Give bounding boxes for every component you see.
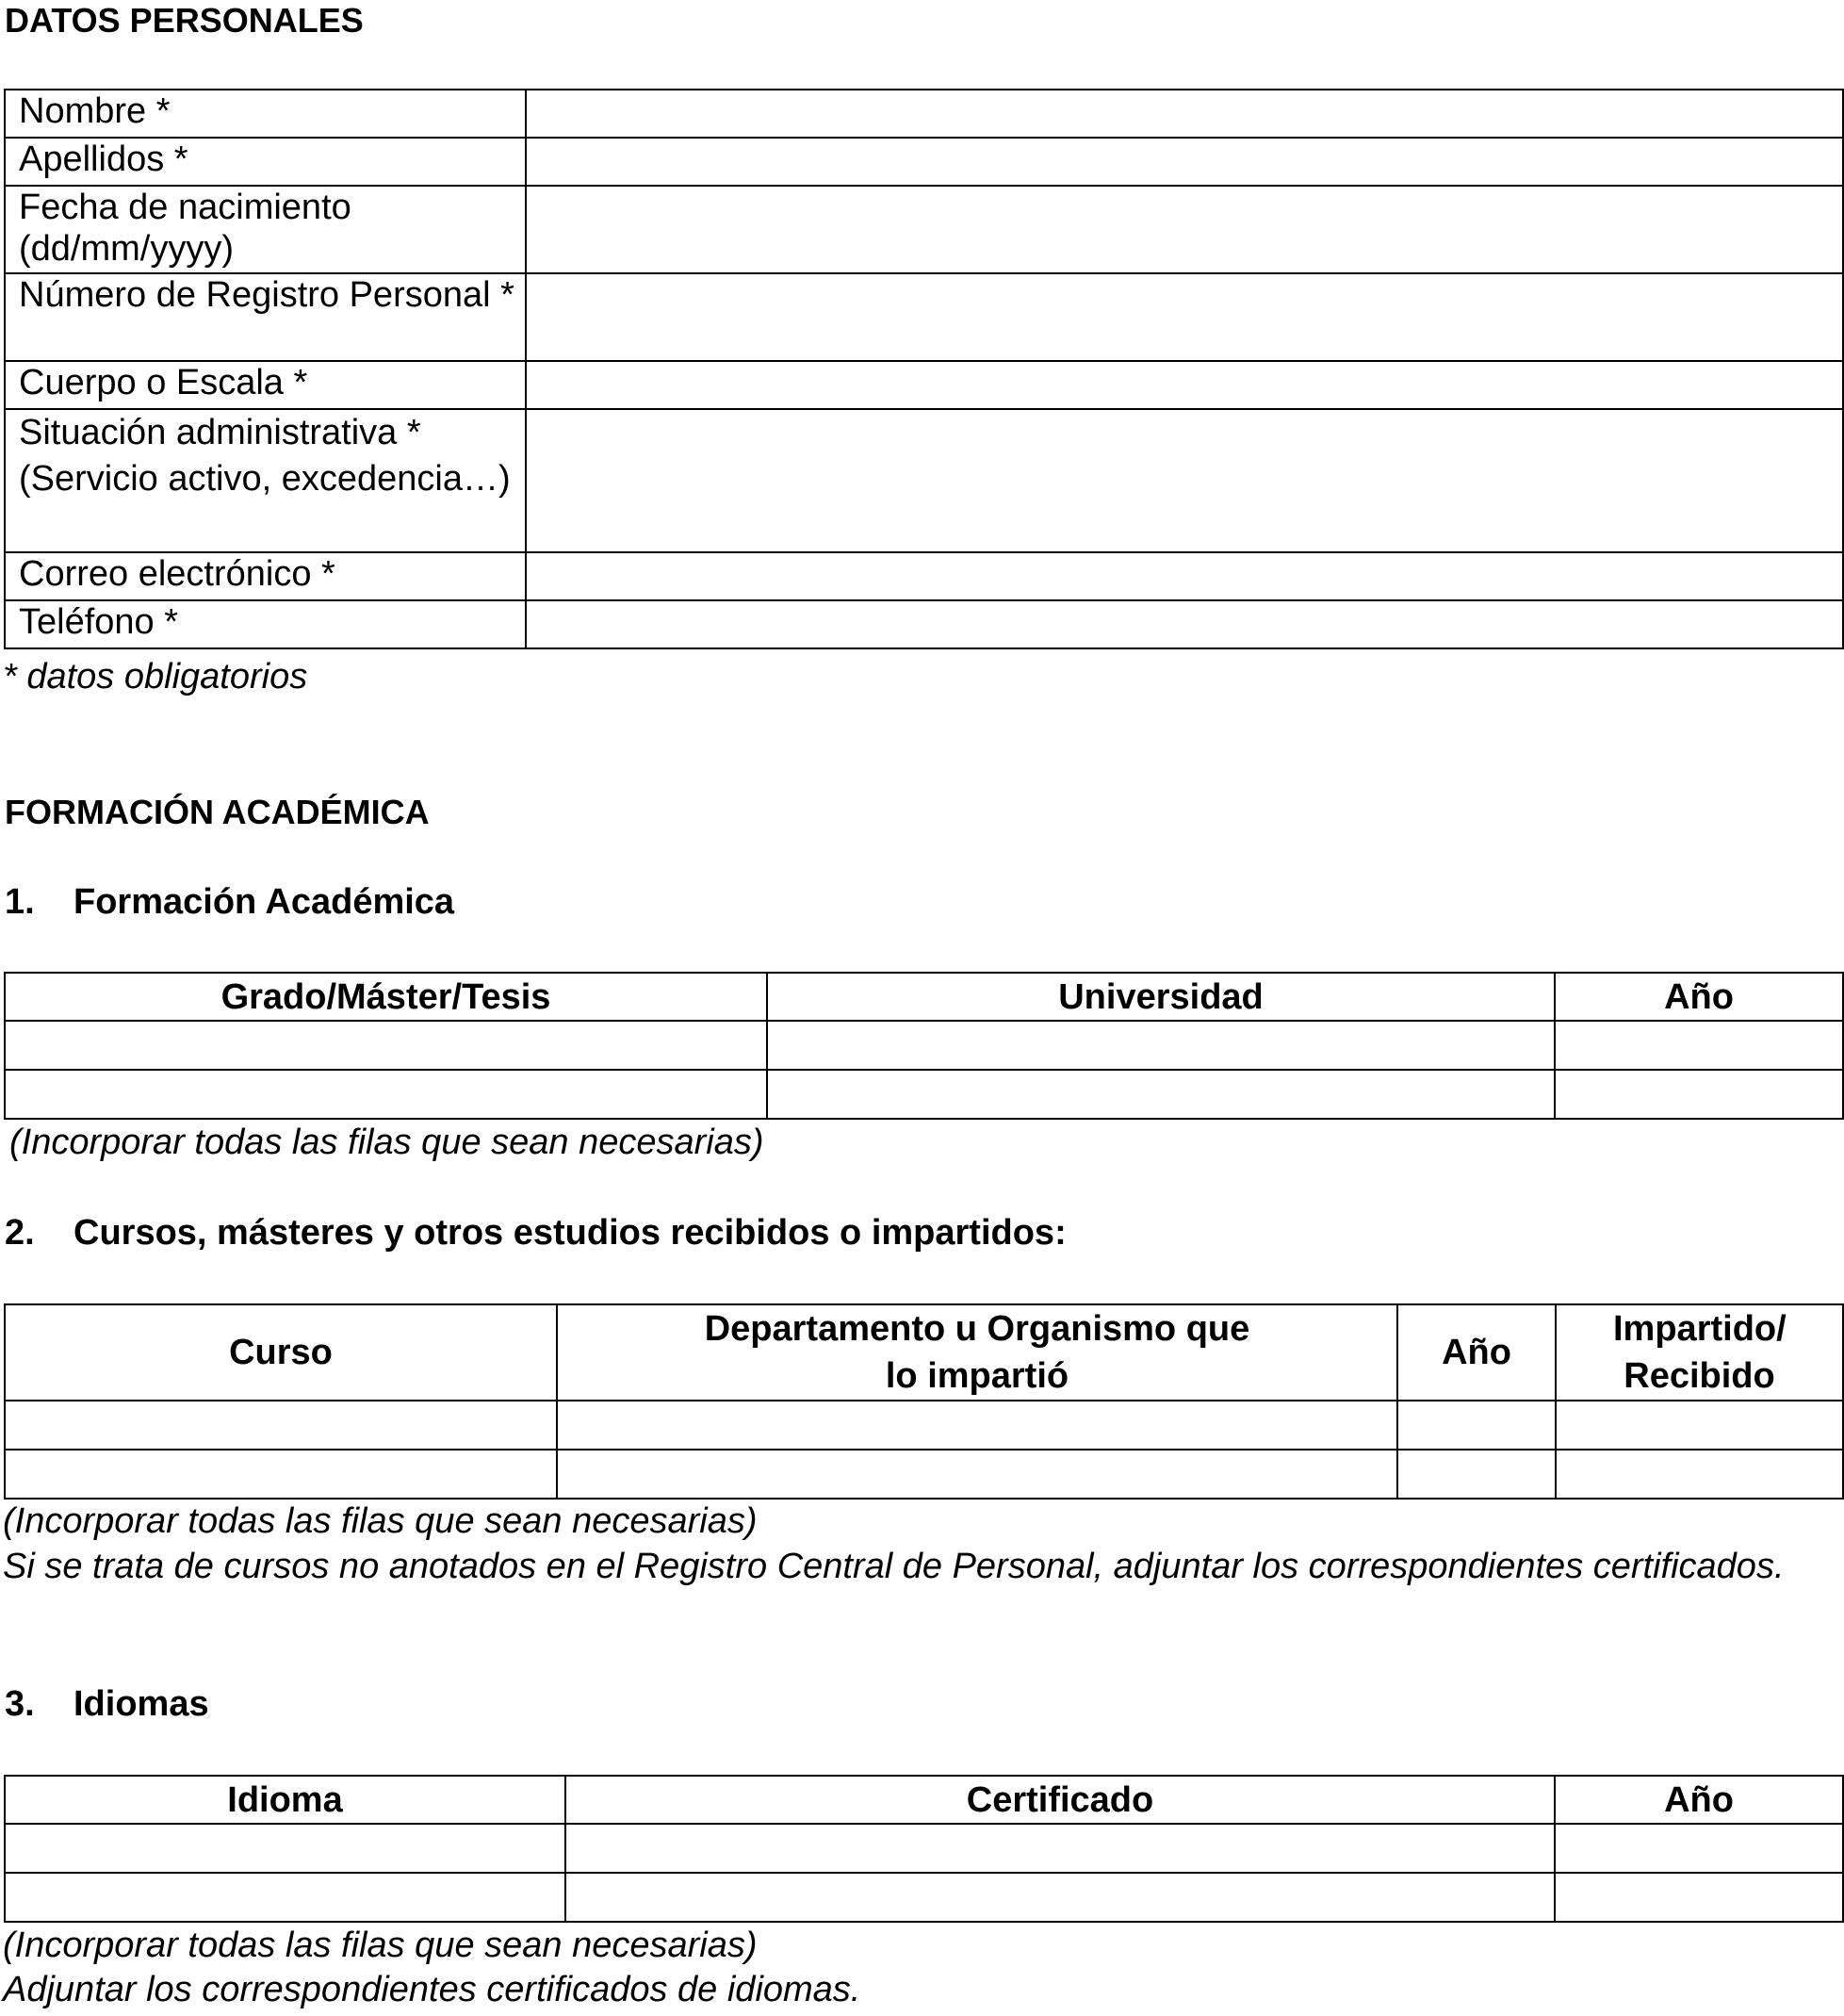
field-label-telefono: Teléfono *	[5, 600, 526, 648]
required-fields-note: * datos obligatorios	[3, 657, 308, 697]
table-row	[5, 1873, 1843, 1922]
field-label-nombre: Nombre *	[5, 90, 526, 138]
section-3-number: 3.	[5, 1684, 35, 1724]
table-cell[interactable]	[5, 1873, 565, 1922]
column-header-departamento: Departamento u Organismo que lo impartió	[557, 1304, 1397, 1401]
field-row-situacion	[5, 409, 1843, 552]
section-3-note-rows: (Incorporar todas las filas que sean necesarias)	[3, 1926, 758, 1965]
table-row	[5, 1070, 1843, 1119]
section-1-title: Formación Académica	[73, 882, 455, 922]
column-header-universidad: Universidad	[767, 973, 1555, 1021]
table-cell[interactable]	[5, 1824, 565, 1873]
section-3-heading	[5, 1684, 209, 1724]
cursos-table	[4, 1303, 1844, 1500]
section-3-note-certificados: Adjuntar los correspondientes certificados de idiomas.	[3, 1970, 861, 2009]
table-row	[5, 1021, 1843, 1070]
table-cell[interactable]	[1556, 1450, 1843, 1499]
section-3-title: Idiomas	[73, 1684, 209, 1724]
field-row-telefono	[5, 600, 1843, 648]
table-cell[interactable]	[565, 1873, 1555, 1922]
column-header-ano: Año	[1397, 1304, 1556, 1401]
personal-data-table	[4, 89, 1844, 649]
field-input-situacion[interactable]	[526, 409, 1843, 552]
section-2-note-certificados: Si se trata de cursos no anotados en el Registro Central de Personal, adjuntar los correspondientes certificados.	[3, 1547, 1785, 1586]
table-header-row	[5, 1304, 1843, 1401]
field-input-telefono[interactable]	[526, 600, 1843, 648]
column-header-curso: Curso	[5, 1304, 557, 1401]
field-row-nrp	[5, 273, 1843, 361]
field-input-apellidos[interactable]	[526, 138, 1843, 186]
field-label-apellidos: Apellidos *	[5, 138, 526, 186]
field-row-nombre	[5, 90, 1843, 138]
idiomas-table	[4, 1775, 1844, 1923]
table-row	[5, 1824, 1843, 1873]
field-input-correo[interactable]	[526, 552, 1843, 600]
table-cell[interactable]	[1555, 1070, 1843, 1119]
table-cell[interactable]	[557, 1401, 1397, 1450]
field-input-nombre[interactable]	[526, 90, 1843, 138]
field-label-cuerpo-escala: Cuerpo o Escala *	[5, 361, 526, 409]
field-row-cuerpo-escala	[5, 361, 1843, 409]
column-header-certificado: Certificado	[565, 1776, 1555, 1824]
table-cell[interactable]	[565, 1824, 1555, 1873]
table-cell[interactable]	[767, 1070, 1555, 1119]
table-cell[interactable]	[1397, 1401, 1556, 1450]
field-input-fecha-nacimiento[interactable]	[526, 186, 1843, 273]
section-1-number: 1.	[5, 882, 35, 922]
formacion-academica-heading: FORMACIÓN ACADÉMICA	[5, 793, 430, 831]
table-cell[interactable]	[5, 1021, 767, 1070]
column-header-grado: Grado/Máster/Tesis	[5, 973, 767, 1021]
table-cell[interactable]	[1556, 1401, 1843, 1450]
column-header-idioma: Idioma	[5, 1776, 565, 1824]
table-header-row	[5, 973, 1843, 1021]
column-header-ano: Año	[1555, 1776, 1843, 1824]
table-cell[interactable]	[1397, 1450, 1556, 1499]
table-cell[interactable]	[1555, 1824, 1843, 1873]
field-row-correo	[5, 552, 1843, 600]
table-cell[interactable]	[5, 1450, 557, 1499]
field-label-nrp: Número de Registro Personal *	[5, 273, 526, 361]
table-row	[5, 1450, 1843, 1499]
table-cell[interactable]	[767, 1021, 1555, 1070]
table-cell[interactable]	[5, 1401, 557, 1450]
formacion-table	[4, 972, 1844, 1120]
section-1-note: (Incorporar todas las filas que sean necesarias)	[9, 1123, 764, 1162]
column-header-ano: Año	[1555, 973, 1843, 1021]
table-cell[interactable]	[1555, 1021, 1843, 1070]
field-row-apellidos	[5, 138, 1843, 186]
column-header-impartido-recibido: Impartido/ Recibido	[1556, 1304, 1843, 1401]
section-2-number: 2.	[5, 1213, 35, 1253]
field-input-nrp[interactable]	[526, 273, 1843, 361]
table-header-row	[5, 1776, 1843, 1824]
field-label-situacion: Situación administrativa * (Servicio activo, excedencia…)	[5, 409, 526, 552]
section-1-heading	[5, 882, 454, 922]
field-label-fecha-nacimiento: Fecha de nacimiento (dd/mm/yyyy)	[5, 186, 526, 273]
section-2-heading	[5, 1213, 1067, 1253]
section-2-note-rows: (Incorporar todas las filas que sean necesarias)	[3, 1501, 758, 1541]
section-2-title: Cursos, másteres y otros estudios recibidos o impartidos:	[73, 1213, 1067, 1253]
field-label-correo: Correo electrónico *	[5, 552, 526, 600]
table-cell[interactable]	[5, 1070, 767, 1119]
table-row	[5, 1401, 1843, 1450]
table-cell[interactable]	[1555, 1873, 1843, 1922]
field-row-fecha-nacimiento	[5, 186, 1843, 273]
field-input-cuerpo-escala[interactable]	[526, 361, 1843, 409]
table-cell[interactable]	[557, 1450, 1397, 1499]
datos-personales-heading: DATOS PERSONALES	[5, 1, 364, 40]
